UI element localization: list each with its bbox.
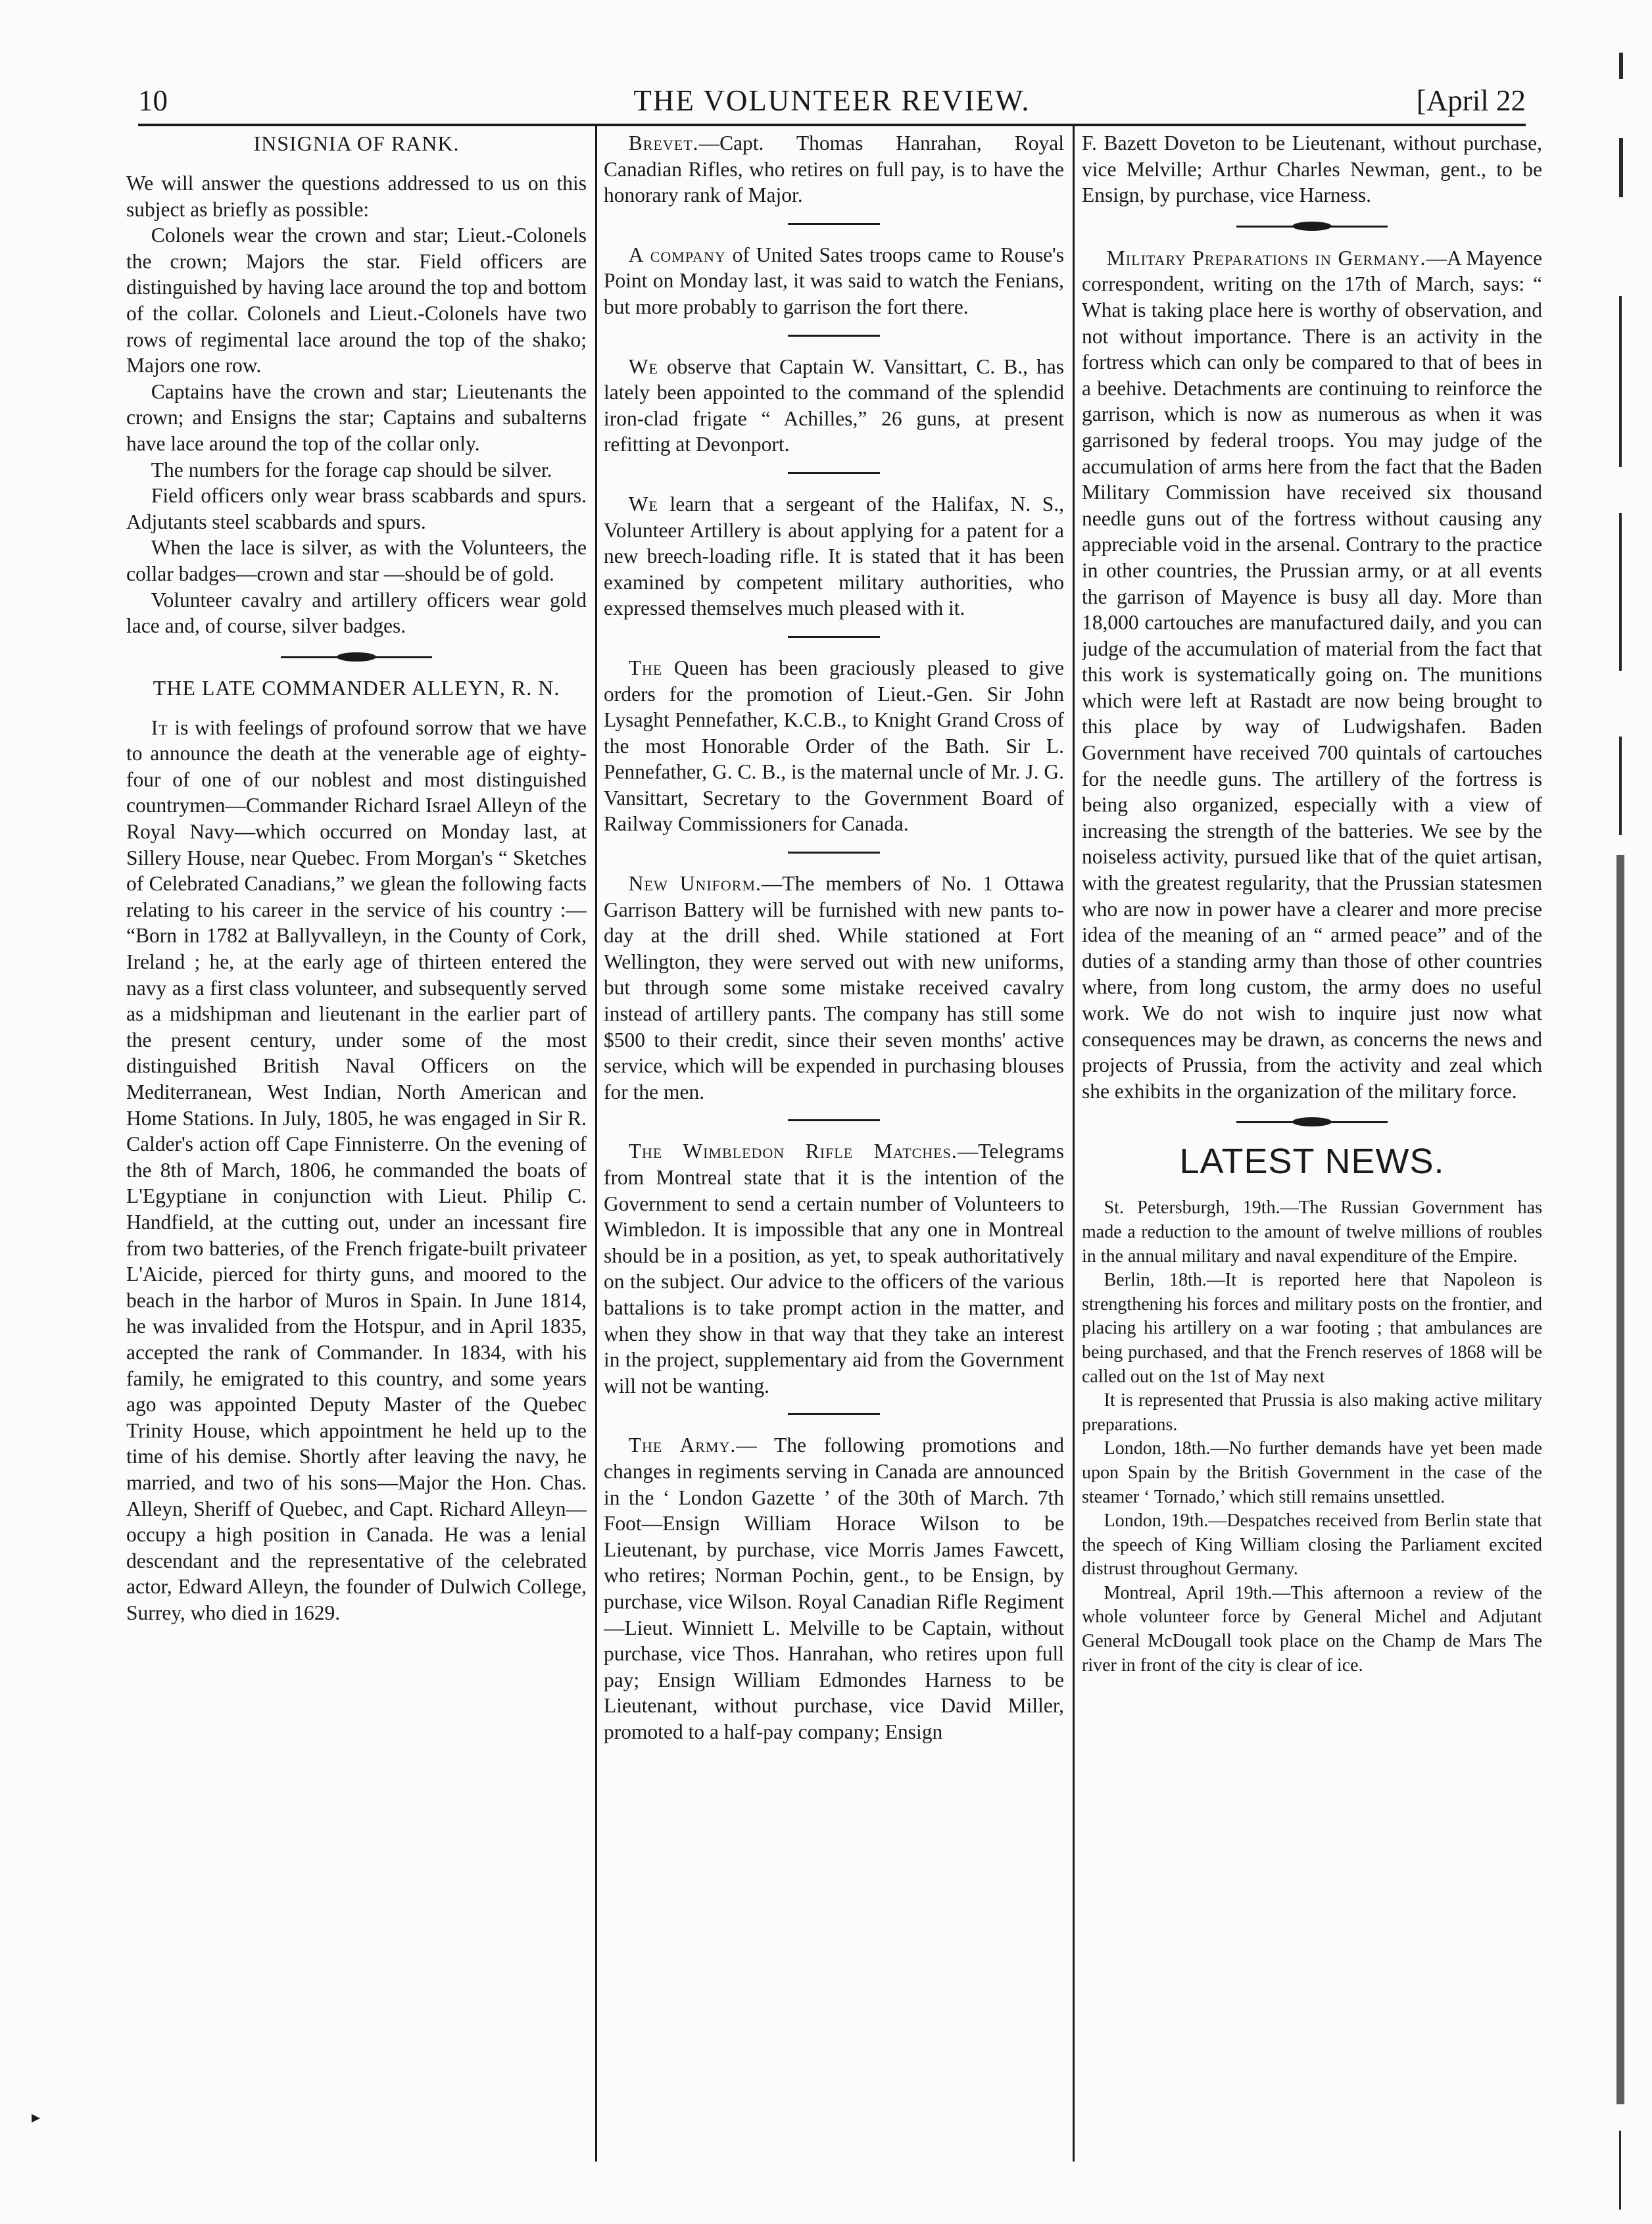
short-rule bbox=[788, 1413, 880, 1415]
item-body: Queen has been graciously pleased to give orders for the promotion of Lieut.-Gen. Sir John Lysaght Pennefather, K.C.B., to Knight Grand Cross of the most Honorable Order of the Bath. Sir L. Pennefather, G. C. B., is the maternal uncle of Mr. J. G. Vansittart, Secretary to the Government Board of Railway Commissioners for Canada. bbox=[604, 656, 1064, 836]
column-1 bbox=[126, 130, 587, 2162]
news-item: It is represented that Prussia is also making active military preparations. bbox=[1082, 1390, 1542, 1435]
item-wimbledon bbox=[604, 1138, 1064, 1399]
alleyn-heading: THE LATE COMMANDER ALLEYN, R. N. bbox=[153, 675, 560, 700]
item-lead: The bbox=[628, 656, 663, 679]
item-body: learn that a sergeant of the Halifax, N. S., Volunteer Artillery is about applying for a patent for a new breech-loading rifle. It is stated that it has been examined by competent military authorities, who expressed themselves much pleased with it. bbox=[604, 492, 1064, 620]
short-rule bbox=[788, 852, 880, 854]
news-item: St. Petersburgh, 19th.—The Russian Government has made a reduction to the amount of twelve millions of roubles in the annual military and naval expenditure of the Empire. bbox=[1082, 1197, 1542, 1267]
column-rule-2 bbox=[1073, 126, 1075, 2162]
short-rule bbox=[788, 1119, 880, 1121]
short-rule bbox=[788, 335, 880, 337]
article-germany bbox=[1082, 245, 1542, 1105]
insignia-para: We will answer the questions addressed to us on this subject as briefly as possible: bbox=[126, 172, 587, 221]
item-vansittart bbox=[604, 354, 1064, 458]
short-rule bbox=[788, 472, 880, 474]
news-item: London, 18th.—No further demands have yet been made upon Spain by the British Government in the case of the steamer ‘ Tornado,’ which still remains unsettled. bbox=[1082, 1438, 1542, 1507]
news-item: London, 19th.—Despatches received from Berlin state that the speech of King William closing the Parliament excited distrust throughout Germany. bbox=[1082, 1511, 1542, 1580]
item-body: —The members of No. 1 Ottawa Garrison Battery will be furnished with new pants to-day at the drill shed. While stationed at Fort Wellington, they were served out with new uniforms, but through some some mistake received cavalry instead of artillery pants. The company has still some $500 to their credit, since their seven months' active service, which will be expended in purchasing blouses for the men. bbox=[604, 872, 1064, 1103]
item-pennefather bbox=[604, 655, 1064, 837]
column-rule-1 bbox=[595, 126, 597, 2162]
army-continued-text: F. Bazett Doveton to be Lieutenant, without purchase, vice Melville; Arthur Charles Newman, gent., to be Ensign, by purchase, vice Harness. bbox=[1082, 132, 1542, 207]
article-insignia bbox=[126, 132, 587, 639]
item-body: observe that Captain W. Vansittart, C. B., has lately been appointed to the command of the splendid iron-clad frigate “ Achilles,” 26 guns, at present refitting at Devonport. bbox=[604, 354, 1064, 456]
column-3 bbox=[1082, 130, 1542, 2162]
item-brevet bbox=[604, 130, 1064, 208]
column-2 bbox=[604, 130, 1064, 2162]
item-body: —Telegrams from Montreal state that it is the intention of the Government to send a certain number of Volunteers to Wimbledon. It is impossible that any one in Montreal should be in a position, as yet, to speak authoritatively on the subject. Our advice to the officers of the various battalions is to take prompt action in the matter, and when they show in that way that they take an interest in the project, supplementary aid from the Government will not be wanting. bbox=[604, 1140, 1064, 1397]
issue-date: [April 22 bbox=[1416, 84, 1526, 117]
insignia-para: The numbers for the forage cap should be silver. bbox=[151, 458, 552, 481]
publication-title: THE VOLUNTEER REVIEW. bbox=[633, 84, 1031, 117]
item-body: of United Sates troops came to Rouse's Point on Monday last, it was said to watch the Fenians, but more probably to garrison the fort there. bbox=[604, 243, 1064, 318]
item-body: — The following promotions and changes in regiments serving in Canada are announced in the ‘ London Gazette ’ of the 30th of March. 7th Foot—Ensign William Horace Wilson to be Lieutenant, by purchase, vice Morris James Fawcett, who retires; Norman Pochin, gent., to be Ensign, by purchase, vice Wilson. Royal Canadian Rifle Regiment—Lieut. Winniett L. Melville to be Captain, without purchase, vice Thos. Hanrahan, who retires upon full pay; Ensign William Edmondes Harness to be Lieutenant, without purchase, vice David Miller, promoted to a half-pay company; Ensign bbox=[604, 1434, 1064, 1743]
item-lead: We bbox=[628, 354, 658, 378]
item-us-troops bbox=[604, 242, 1064, 320]
news-item: Berlin, 18th.—It is reported here that Napoleon is strengthening his forces and military posts on the frontier, and placing his artillery on a war footing ; that ambulances are being purchased, and that the French reserves of 1868 will be called out on the 1st of May next bbox=[1082, 1270, 1542, 1387]
item-halifax-rifle bbox=[604, 491, 1064, 621]
army-continued bbox=[1082, 130, 1542, 208]
insignia-para: When the lace is silver, as with the Volunteers, the collar badges—crown and star —should be of gold. bbox=[126, 536, 587, 585]
item-army bbox=[604, 1432, 1064, 1745]
item-body: —Capt. Thomas Hanrahan, Royal Canadian Rifles, who retires on full pay, is to have the honorary rank of Major. bbox=[604, 132, 1064, 207]
item-lead: A company bbox=[628, 243, 726, 266]
latest-news-list bbox=[1082, 1196, 1542, 1678]
ornamental-divider bbox=[1236, 224, 1388, 228]
news-item: Montreal, April 19th.—This afternoon a review of the whole volunteer force by General Michel and Adjutant General McDougall took place on the Champ de Mars The river in front of the city is clear of ice. bbox=[1082, 1582, 1542, 1676]
alleyn-body: is with feelings of profound sorrow that we have to announce the death at the venerable age of eighty-four of one of our noblest and most distinguished countrymen—Commander Richard Israel Alleyn of the Royal Navy—which occurred on Monday last, at Sillery House, near Quebec. From Morgan's “ Sketches of Celebrated Canadians,” we glean the following facts relating to his career in the service of his country :— “Born in 1782 at Ballyvalleyn, in the County of Cork, Ireland ; he, at the early age of thirteen entered the navy as a first class volunteer, and subsequently served as a midshipman and lieutenant in the earlier part of the present century, under some of the most distinguished British Naval Officers on the Mediterranean, West Indian, North American and Home Stations. In July, 1805, he was engaged in Sir R. Calder's action off Cape Finnisterre. On the evening of the 8th of March, 1806, he commanded the boats of L'Egyptiane in conjunction with Lieut. Philip C. Handfield, at the cutting out, under an incessant fire from two batteries, of the French frigate-built privateer L'Aicide, pierced for thirty guns, and moored to the beach in the harbor of Muros in Spain. In June 1814, he was invalided from the Hotspur, and in April 1835, accepted the rank of Commander. In 1834, with his family, he emigrated to this country, and some years ago was appointed Deputy Master of the Quebec Trinity House, which appointment he held up to the time of his demise. Shortly after leaving the navy, he married, and two of his sons—Major the Hon. Chas. Alleyn, Sheriff of Quebec, and Capt. Richard Alleyn—occupy a high position in Canada. He was a lenial descendant and the representative of the celebrated actor, Edward Alleyn, the founder of Dulwich College, Surrey, who died in 1629. bbox=[126, 715, 587, 1624]
germany-body: —A Mayence correspondent, writing on the 17th of March, says: “ What is taking place here is worthy of observation, and not without importance. There is an activity in the fortress which can only be compared to that of bees in a beehive. Detachments are continuing to reinforce the garrison, which is now as numerous as when it was garrisoned by federal troops. You may judge of the accumulation of arms here from the fact that the Baden Military Commission have received six thousand needle guns out of the fortress without causing any appreciable void in the arsenal. Contrary to the practice in other countries, the Prussian army, or at all events the garrison of Mayence is busy all day. More than 18,000 cartouches are manufactured daily, and you can judge of the accumulation of material from the fact that this work is systematically going on. The munitions which were left at Rastadt are now being brought to this place by way of Ludwigshafen. Baden Government have received 700 quintals of cartouches for the needle guns. The artillery of the fortress is being also organized, especially with a view of increasing the strength of the batteries. We see by the noiseless activity, pursued like that of the quiet artisan, with the greatest regularity, that the Prussian statesmen who are now in power have a clearer and more precise idea of the meaning of an “ armed peace” and of the duties of a standing army than those of other countries where, from long custom, the army does no useful work. We do not wish to inquire just now what consequences may be drawn, as concerns the news and projects of Prussia, from the activity and zeal which she exhibits in the organization of the military force. bbox=[1082, 246, 1542, 1103]
short-rule bbox=[788, 223, 880, 225]
short-rule bbox=[788, 636, 880, 638]
item-lead: The Wimbledon Rifle Matches. bbox=[628, 1140, 958, 1163]
page-number: 10 bbox=[138, 84, 168, 117]
margin-pointer-icon: ▸ bbox=[32, 2108, 41, 2127]
item-lead: The Army. bbox=[628, 1434, 737, 1457]
ornamental-divider bbox=[281, 655, 432, 659]
item-lead: Brevet. bbox=[628, 132, 699, 155]
insignia-para: Captains have the crown and star; Lieutenants the crown; and Ensigns the star; Captains and subalterns have lace around the top of the collar only. bbox=[126, 379, 587, 455]
ornamental-divider bbox=[1236, 1120, 1388, 1124]
insignia-para: Field officers only wear brass scabbards and spurs. Adjutants steel scabbards and spurs. bbox=[126, 484, 587, 533]
germany-lead: Military Preparations in Germany. bbox=[1106, 246, 1426, 270]
article-alleyn bbox=[126, 676, 587, 1626]
item-new-uniform bbox=[604, 871, 1064, 1105]
alleyn-lead: It bbox=[151, 715, 168, 739]
insignia-para: Volunteer cavalry and artillery officers wear gold lace and, of course, silver badges. bbox=[126, 588, 587, 638]
insignia-para: Colonels wear the crown and star; Lieut.-Colonels the crown; Majors the star. Field officers are distinguished by having lace around the top and bottom of the collar. Colonels and Lieut.-Colonels have two rows of regimental lace around the top of the shako; Majors one row. bbox=[126, 224, 587, 377]
scan-edge-marks bbox=[1605, 39, 1644, 2210]
latest-news-heading: LATEST NEWS. bbox=[1179, 1142, 1445, 1182]
item-lead: New Uniform. bbox=[628, 872, 762, 896]
header-rule bbox=[138, 124, 1526, 126]
insignia-heading: INSIGNIA OF RANK. bbox=[253, 132, 460, 155]
page-header bbox=[138, 78, 1526, 124]
item-lead: We bbox=[628, 492, 658, 516]
